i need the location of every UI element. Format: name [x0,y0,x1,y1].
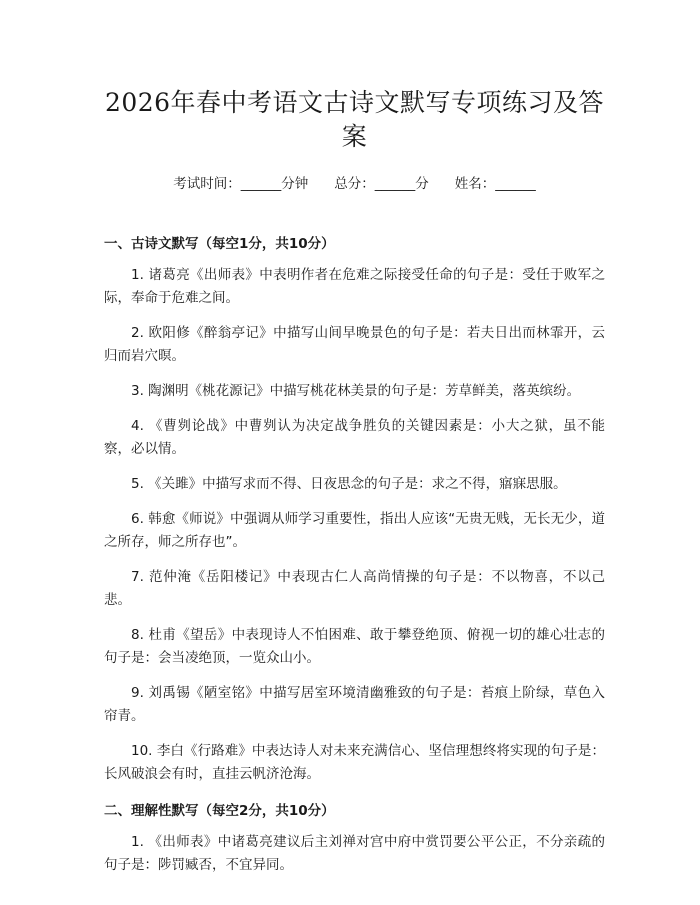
question-item: 1. 诸葛亮《出师表》中表明作者在危难之际接受任命的句子是：受任于败军之际，奉命于危难之间。 [104,267,605,306]
question-item: 10. 李白《行路难》中表达诗人对未来充满信心、坚信理想终将实现的句子是：长风破浪会有时，直挂云帆济沧海。 [104,743,605,782]
exam-info [104,174,605,194]
student-name: 姓名：______ [454,176,536,192]
section-title: 一、古诗文默写（每空1分，共10分） [104,236,335,252]
question-item: 6. 韩愈《师说》中强调从师学习重要性，指出人应该“无贵无贱，无长无少，道之所存，师之所存也”。 [104,511,605,550]
exam-time: 考试时间：______分钟 [173,176,309,192]
question-item: 4. 《曹刿论战》中曹刿认为决定战争胜负的关键因素是：小大之狱，虽不能察，必以情。 [104,418,605,457]
question-item: 8. 杜甫《望岳》中表现诗人不怕困难、敢于攀登绝顶、俯视一切的雄心壮志的句子是：会当凌绝顶，一览众山小。 [104,627,605,666]
section-title: 二、理解性默写（每空2分，共10分） [104,803,335,819]
question-item: 7. 范仲淹《岳阳楼记》中表现古仁人高尚情操的句子是：不以物喜，不以己悲。 [104,569,605,608]
question-item: 1. 《出师表》中诸葛亮建议后主刘禅对宫中府中赏罚要公平公正，不分亲疏的句子是：陟罚臧否，不宜异同。 [104,834,605,873]
page-title: 2026年春中考语文古诗文默写专项练习及答案 [104,88,605,151]
total-score: 总分：______分 [334,176,429,192]
question-item: 2. 欧阳修《醉翁亭记》中描写山间早晚景色的句子是：若夫日出而林霏开，云归而岩穴暝。 [104,325,605,364]
question-item: 5. 《关雎》中描写求而不得、日夜思念的句子是：求之不得，寤寐思服。 [131,476,567,492]
question-item: 3. 陶渊明《桃花源记》中描写桃花林美景的句子是：芳草鲜美，落英缤纷。 [131,383,581,399]
question-item: 9. 刘禹锡《陋室铭》中描写居室环境清幽雅致的句子是：苔痕上阶绿，草色入帘青。 [104,685,605,724]
